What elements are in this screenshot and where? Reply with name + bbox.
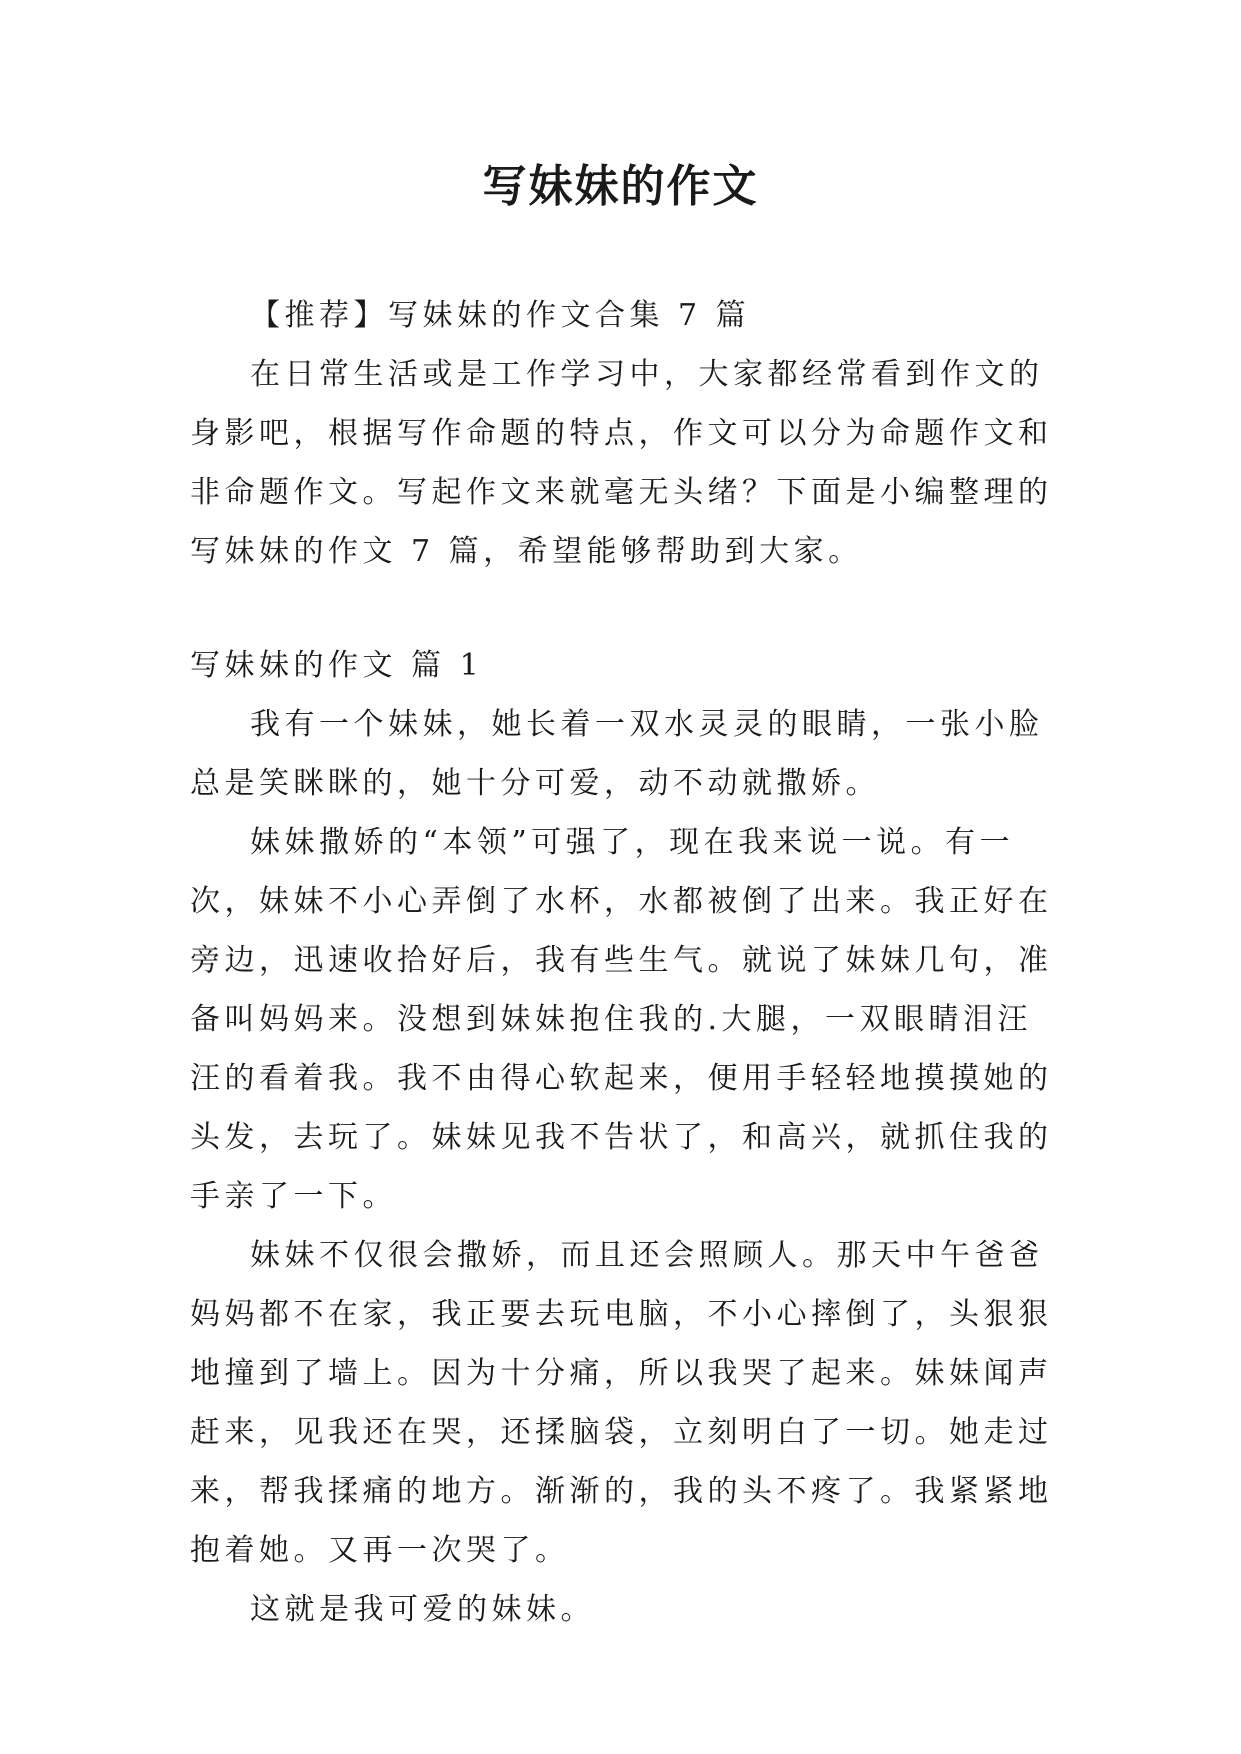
essay-paragraph: 妹妹撒娇的“本领”可强了，现在我来说一说。有一次，妹妹不小心弄倒了水杯，水都被倒了出来。我正好在旁边，迅速收拾好后，我有些生气。就说了妹妹几句，准备叫妈妈来。没想到妹妹抱住我的.大腿，一双眼睛泪汪汪的看着我。我不由得心软起来，便用手轻轻地摸摸她的头发，去玩了。妹妹见我不告状了，和高兴，就抓住我的手亲了一下。 bbox=[190, 825, 1053, 1214]
essay-paragraph: 我有一个妹妹，她长着一双水灵灵的眼睛，一张小脸总是笑眯眯的，她十分可爱，动不动就撒娇。 bbox=[190, 707, 1044, 801]
intro-section bbox=[190, 286, 1056, 581]
intro-subtitle: 【推荐】写妹妹的作文合集 7 篇 bbox=[250, 298, 751, 333]
essay-section bbox=[190, 636, 1056, 1639]
intro-paragraph: 在日常生活或是工作学习中，大家都经常看到作文的身影吧，根据写作命题的特点，作文可以分为命题作文和非命题作文。写起作文来就毫无头绪？下面是小编整理的写妹妹的作文 7 篇，希望能够帮助到大家。 bbox=[190, 357, 1053, 569]
document-title: 写妹妹的作文 bbox=[482, 161, 759, 212]
essay-heading: 写妹妹的作文 篇 1 bbox=[190, 648, 484, 683]
essay-paragraph: 妹妹不仅很会撒娇，而且还会照顾人。那天中午爸爸妈妈都不在家，我正要去玩电脑，不小心摔倒了，头狠狠地撞到了墙上。因为十分痛，所以我哭了起来。妹妹闻声赶来，见我还在哭，还揉脑袋，立刻明白了一切。她走过来，帮我揉痛的地方。渐渐的，我的头不疼了。我紧紧地抱着她。又再一次哭了。 bbox=[190, 1238, 1053, 1568]
essay-paragraph: 这就是我可爱的妹妹。 bbox=[250, 1592, 595, 1627]
